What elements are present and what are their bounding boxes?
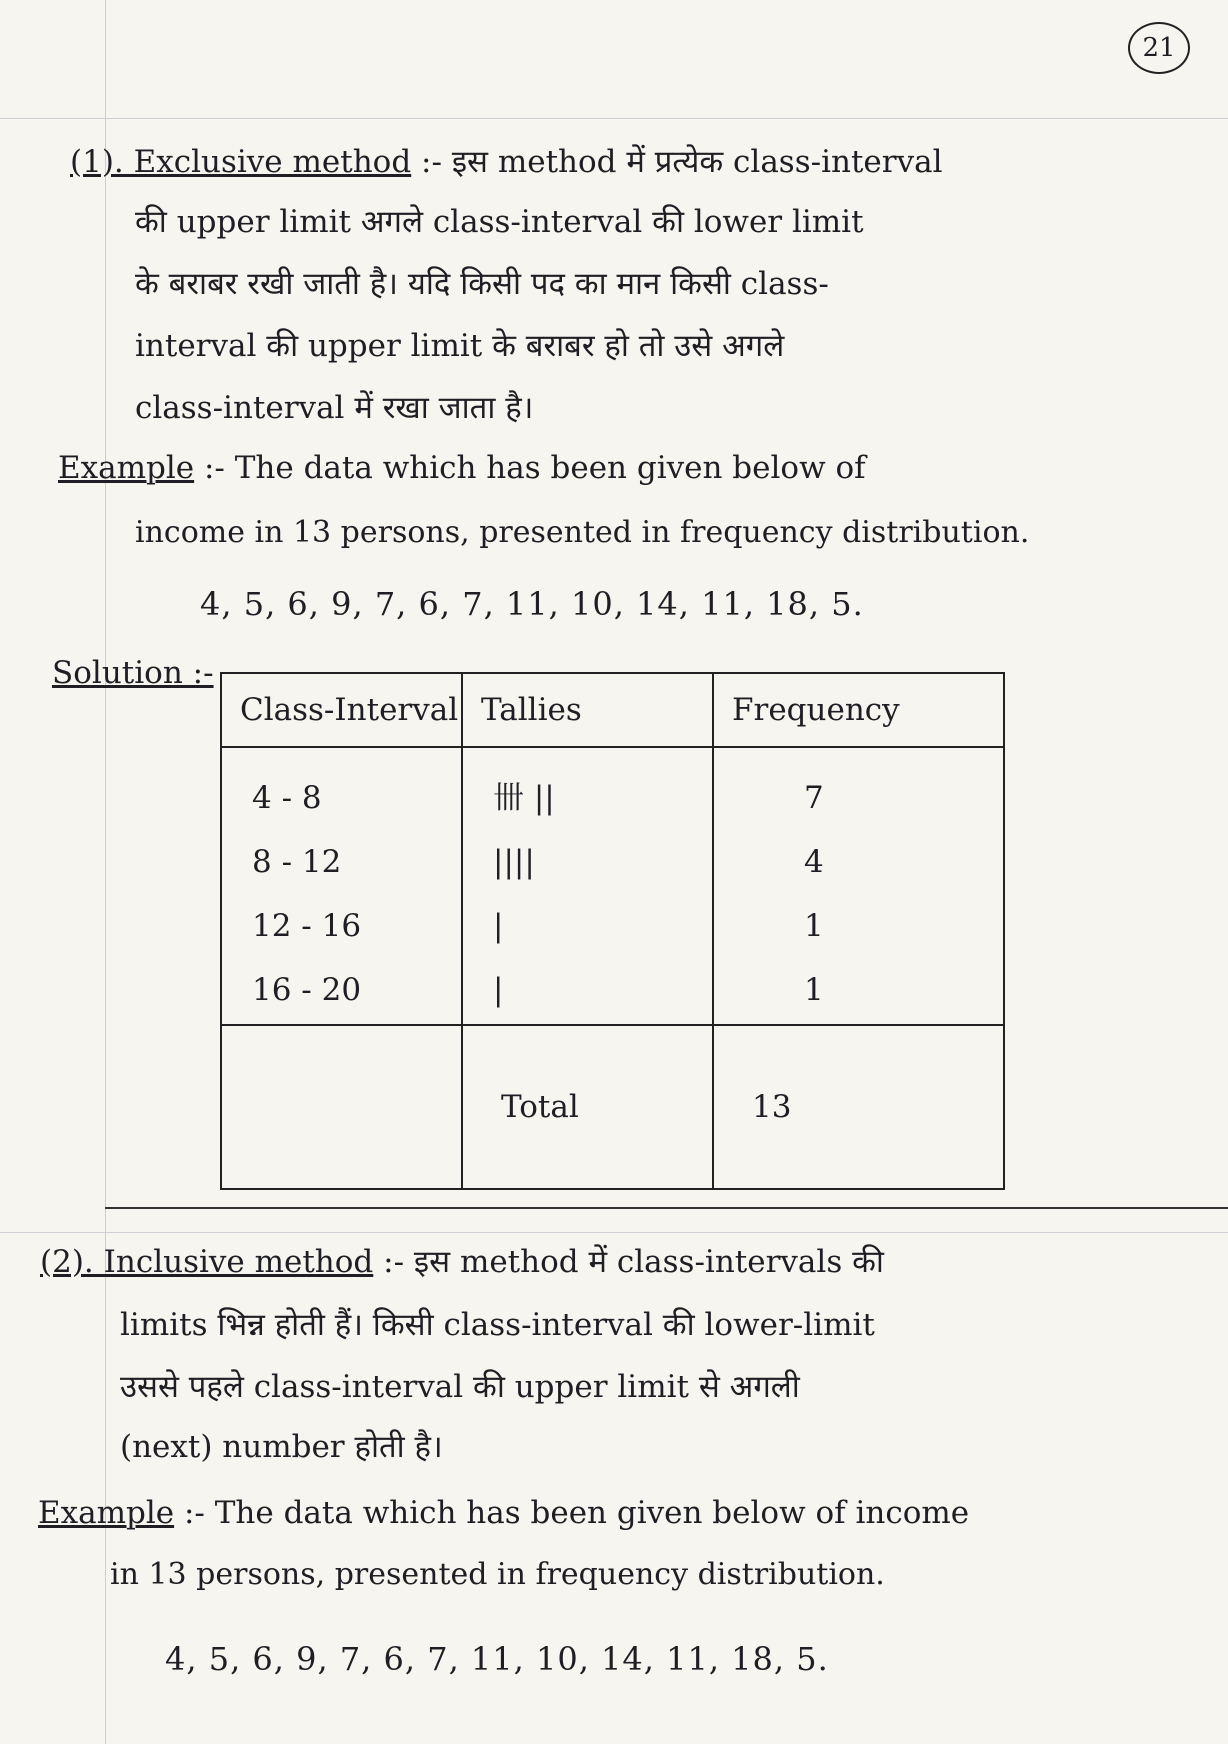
- section1-line-1: :- इस method में प्रत्येक class-interval: [421, 144, 943, 180]
- interval-cell: 12 - 16: [252, 908, 362, 944]
- margin-line: [105, 0, 106, 1744]
- example1-first-line: [58, 450, 866, 486]
- example1-line-1: :- The data which has been given below of: [203, 450, 866, 486]
- frequency-cell: 7: [804, 780, 824, 816]
- table-body-row: [221, 747, 1004, 1025]
- section2-line-3: उससे पहले class-interval की upper limit से अगली: [120, 1369, 800, 1405]
- total-empty-cell: [221, 1025, 462, 1189]
- example2-first-line: [38, 1495, 969, 1531]
- example2-line-1: :- The data which has been given below of income: [183, 1495, 970, 1531]
- ruled-line: [0, 118, 1228, 119]
- total-value: 13: [713, 1025, 1004, 1189]
- tally-cell: |: [493, 908, 504, 944]
- solution-label: Solution :-: [52, 655, 214, 691]
- section2-first-line: [40, 1240, 884, 1282]
- section2-line-1: :- इस method में class-intervals की: [383, 1244, 884, 1280]
- example1-label: Example: [58, 450, 195, 486]
- frequency-cell: 1: [804, 908, 824, 944]
- example2-data: 4, 5, 6, 9, 7, 6, 7, 11, 10, 14, 11, 18, 5.: [165, 1640, 829, 1678]
- header-tallies: Tallies: [462, 673, 713, 747]
- frequency-column: [713, 747, 1004, 1025]
- interval-cell: 4 - 8: [252, 780, 322, 816]
- section2-line-2: limits भिन्न होती हैं। किसी class-interval की lower-limit: [120, 1307, 875, 1343]
- example1-line-2: income in 13 persons, presented in frequency distribution.: [135, 515, 1030, 550]
- ruled-line: [0, 1232, 1228, 1233]
- section1-line-3: के बराबर रखी जाती है। यदि किसी पद का मान किसी class-: [135, 266, 829, 302]
- section2-heading: (2). Inclusive method: [40, 1244, 374, 1280]
- example1-data: 4, 5, 6, 9, 7, 6, 7, 11, 10, 14, 11, 18, 5.: [200, 585, 864, 623]
- tally-cell: ||||: [493, 844, 535, 880]
- frequency-cell: 4: [804, 844, 824, 880]
- section1-line-5: class-interval में रखा जाता है।: [135, 390, 534, 426]
- page-number: 21: [1128, 22, 1190, 74]
- section1-heading: (1). Exclusive method: [70, 144, 412, 180]
- tally-cell: |: [493, 972, 504, 1008]
- section-divider: [105, 1207, 1228, 1209]
- tally-cell: 卌 ||: [493, 780, 555, 816]
- example2-line-2: in 13 persons, presented in frequency distribution.: [110, 1557, 885, 1592]
- interval-cell: 8 - 12: [252, 844, 342, 880]
- section2-line-4: (next) number होती है।: [120, 1429, 443, 1465]
- interval-cell: 16 - 20: [252, 972, 362, 1008]
- frequency-table: [220, 672, 1005, 1190]
- section1-line-2: की upper limit अगले class-interval की lower limit: [135, 204, 864, 240]
- header-frequency: Frequency: [713, 673, 1004, 747]
- tally-column: [462, 747, 713, 1025]
- interval-column: [221, 747, 462, 1025]
- section1-first-line: [70, 140, 943, 182]
- table-total-row: [221, 1025, 1004, 1189]
- total-label: Total: [462, 1025, 713, 1189]
- section1-line-4: interval की upper limit के बराबर हो तो उसे अगले: [135, 328, 785, 364]
- example2-label: Example: [38, 1495, 175, 1531]
- table-header-row: [221, 673, 1004, 747]
- frequency-cell: 1: [804, 972, 824, 1008]
- header-class-interval: Class-Interval: [221, 673, 462, 747]
